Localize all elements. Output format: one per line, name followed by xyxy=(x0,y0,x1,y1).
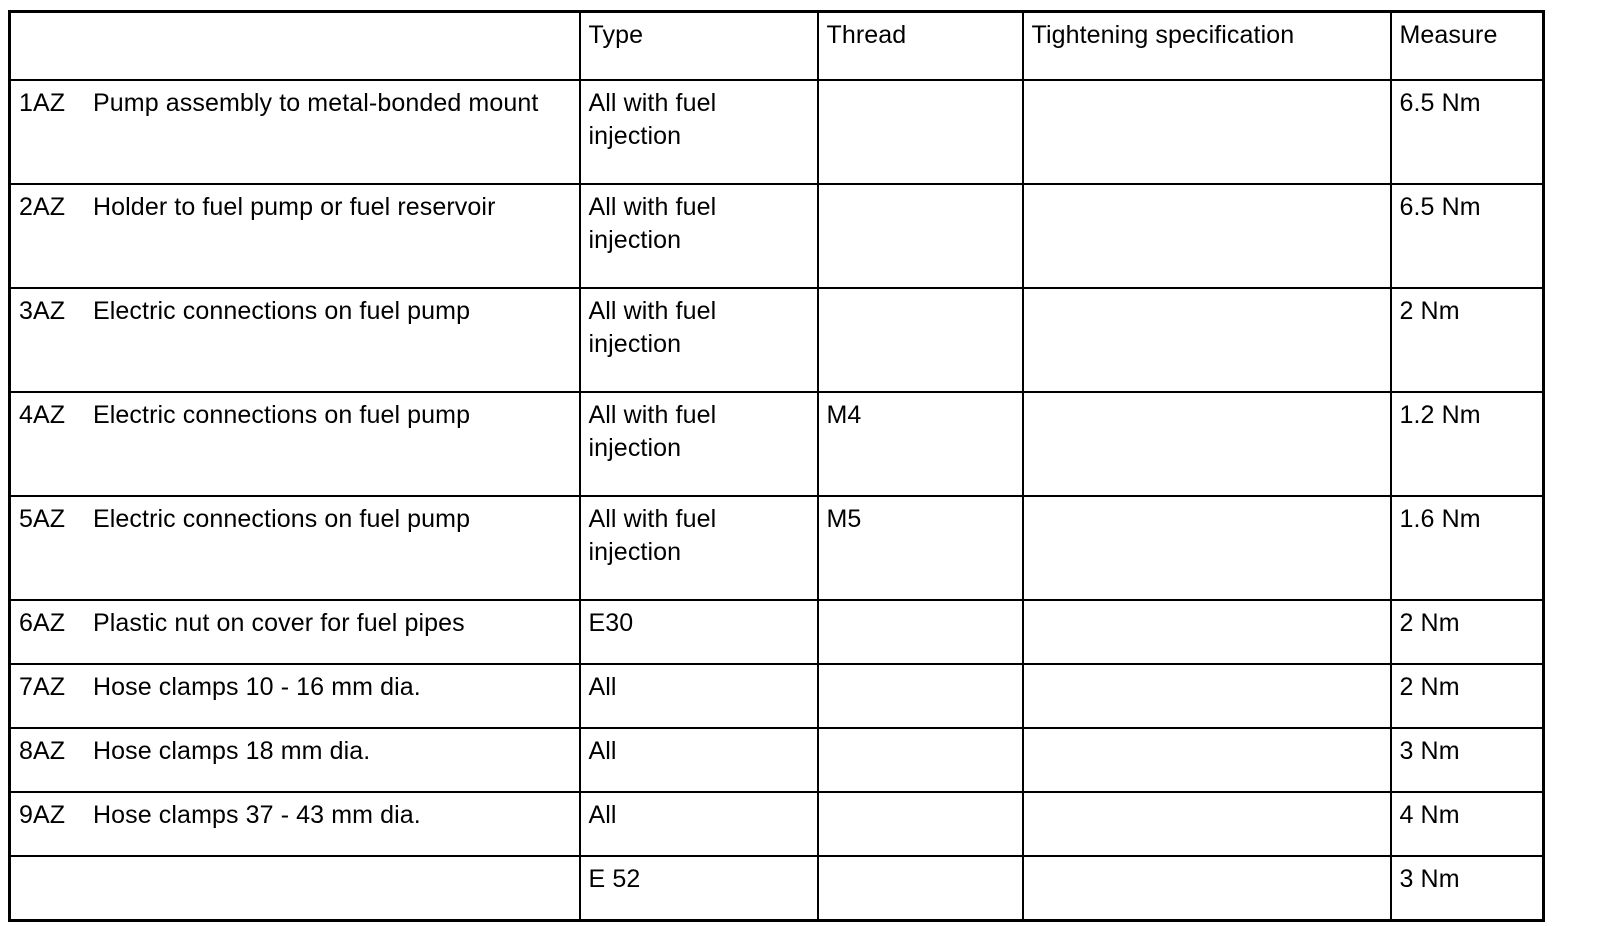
cell-tightening-specification xyxy=(1023,392,1391,496)
cell-thread xyxy=(818,600,1023,664)
cell-type: All xyxy=(580,728,818,792)
cell-thread xyxy=(818,728,1023,792)
table-row xyxy=(10,80,1544,184)
table-row xyxy=(10,496,1544,600)
column-header-type: Type xyxy=(580,12,818,81)
row-description-text: Holder to fuel pump or fuel reservoir xyxy=(93,193,496,221)
row-description-text: Pump assembly to metal-bonded mount xyxy=(93,89,539,117)
cell-description xyxy=(10,856,580,921)
cell-description xyxy=(10,80,580,184)
row-description-text: Plastic nut on cover for fuel pipes xyxy=(93,609,465,637)
table-header xyxy=(10,12,1544,81)
cell-thread xyxy=(818,664,1023,728)
row-index-label: 6AZ xyxy=(19,609,66,637)
cell-type: All with fuel injection xyxy=(580,392,818,496)
cell-tightening-specification xyxy=(1023,728,1391,792)
cell-type: E30 xyxy=(580,600,818,664)
cell-thread xyxy=(818,856,1023,921)
cell-thread xyxy=(818,288,1023,392)
table-row xyxy=(10,728,1544,792)
table-row xyxy=(10,392,1544,496)
cell-type: All with fuel injection xyxy=(580,80,818,184)
cell-tightening-specification xyxy=(1023,496,1391,600)
row-index-label: 4AZ xyxy=(19,401,66,429)
cell-tightening-specification xyxy=(1023,664,1391,728)
cell-thread: M4 xyxy=(818,392,1023,496)
cell-description xyxy=(10,664,580,728)
cell-tightening-specification xyxy=(1023,600,1391,664)
cell-description xyxy=(10,288,580,392)
cell-thread xyxy=(818,80,1023,184)
cell-tightening-specification xyxy=(1023,184,1391,288)
row-description-text: Electric connections on fuel pump xyxy=(93,297,471,325)
row-index-label: 3AZ xyxy=(19,297,66,325)
cell-type: All with fuel injection xyxy=(580,288,818,392)
table-row xyxy=(10,792,1544,856)
cell-type: All with fuel injection xyxy=(580,496,818,600)
cell-thread xyxy=(818,184,1023,288)
row-description-text: Electric connections on fuel pump xyxy=(93,401,471,429)
cell-type: All xyxy=(580,664,818,728)
table-body xyxy=(10,80,1544,921)
cell-description xyxy=(10,184,580,288)
cell-thread xyxy=(818,792,1023,856)
table-row xyxy=(10,600,1544,664)
cell-description xyxy=(10,792,580,856)
cell-measure: 2 Nm xyxy=(1391,664,1544,728)
cell-measure: 2 Nm xyxy=(1391,600,1544,664)
row-index-label: 9AZ xyxy=(19,801,66,829)
table-row xyxy=(10,184,1544,288)
cell-tightening-specification xyxy=(1023,288,1391,392)
cell-description xyxy=(10,496,580,600)
cell-measure: 6.5 Nm xyxy=(1391,184,1544,288)
cell-measure: 3 Nm xyxy=(1391,728,1544,792)
document-page xyxy=(0,10,1600,926)
row-description-text: Electric connections on fuel pump xyxy=(93,505,471,533)
cell-measure: 3 Nm xyxy=(1391,856,1544,921)
table-row xyxy=(10,856,1544,921)
torque-specification-table xyxy=(8,10,1545,922)
row-description-text: Hose clamps 37 - 43 mm dia. xyxy=(93,801,421,829)
table-header-row xyxy=(10,12,1544,81)
row-index-label: 7AZ xyxy=(19,673,66,701)
column-header-measure: Measure xyxy=(1391,12,1544,81)
column-header-thread: Thread xyxy=(818,12,1023,81)
cell-measure: 6.5 Nm xyxy=(1391,80,1544,184)
cell-measure: 2 Nm xyxy=(1391,288,1544,392)
row-description-text: Hose clamps 10 - 16 mm dia. xyxy=(93,673,421,701)
cell-tightening-specification xyxy=(1023,856,1391,921)
column-header-tightening-specification: Tightening specification xyxy=(1023,12,1391,81)
row-index-label: 2AZ xyxy=(19,193,66,221)
row-index-label: 1AZ xyxy=(19,89,66,117)
cell-thread: M5 xyxy=(818,496,1023,600)
column-header-description xyxy=(10,12,580,81)
cell-tightening-specification xyxy=(1023,792,1391,856)
cell-description xyxy=(10,392,580,496)
cell-measure: 1.6 Nm xyxy=(1391,496,1544,600)
cell-description xyxy=(10,728,580,792)
table-row xyxy=(10,288,1544,392)
row-index-label: 8AZ xyxy=(19,737,66,765)
cell-type: All with fuel injection xyxy=(580,184,818,288)
cell-description xyxy=(10,600,580,664)
table-row xyxy=(10,664,1544,728)
row-description-text: Hose clamps 18 mm dia. xyxy=(93,737,371,765)
cell-type: All xyxy=(580,792,818,856)
row-index-label: 5AZ xyxy=(19,505,66,533)
cell-type: E 52 xyxy=(580,856,818,921)
cell-measure: 4 Nm xyxy=(1391,792,1544,856)
cell-tightening-specification xyxy=(1023,80,1391,184)
cell-measure: 1.2 Nm xyxy=(1391,392,1544,496)
